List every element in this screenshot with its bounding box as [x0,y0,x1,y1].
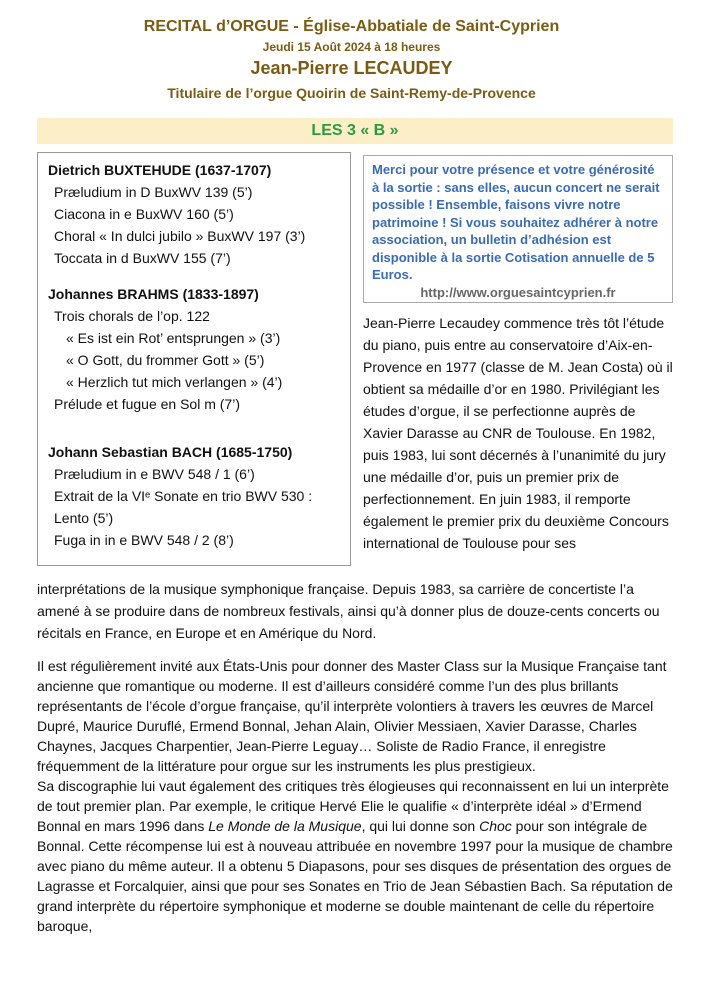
bio-text: ean-Pierre Lecaudey commence très tôt l’étude du piano, puis entre au conservatoire d’Aix-en-Provence en 1977 (classe de M. Jean Costa) où il obtient sa médaille d’or en 1980. Privilégiant les études d’orgue, il se perfectionne auprès de Xavier Darasse au CNR de Toulouse. En 1982, puis 1983, lui sont décernés à l’unanimité du jury une médaille d’or, puis un premier prix de perfectionnement. En juin 1983, il remporte également le premier prix du deuxième Concours international de Toulouse pour ses [363,315,673,551]
composer-buxtehude: Dietrich BUXTEHUDE (1637-1707) [48,162,272,178]
program-piece: Prélude et fugue en Sol m (7’) [54,396,240,412]
program-piece: Ciacona in e BuxWV 160 (5’) [54,206,234,222]
program-piece: Trois chorals de l’op. 122 [54,308,210,324]
program-subpiece: « Es ist ein Rot’ entsprungen » (3’) [66,330,281,346]
bio-text: Sa discographie lui vaut également des critiques très élogieuses qui reconnaissent en lui un interprète de tout premier plan. Par exemple, le critique Hervé Elie le qualifie « d’interprète idéal » d’Ermend Bonnal en mars 1996 dans [37,778,669,834]
program-piece: Toccata in d BuxWV 155 (7’) [54,250,231,266]
program-banner: LES 3 « B » [37,118,673,144]
program-piece: Præludium in e BWV 548 / 1 (6’) [54,466,255,482]
recital-title: RECITAL d’ORGUE - Église-Abbatiale de Saint-Cyprien [143,18,560,35]
bio-initial: J [363,315,370,331]
composer-brahms: Johannes BRAHMS (1833-1897) [48,286,259,302]
performer-name: Jean-Pierre LECAUDEY [250,58,453,78]
biography-paragraph-1 [363,312,673,554]
program-subpiece: « O Gott, du frommer Gott » (5’) [66,352,265,368]
award-name: Choc [479,818,512,834]
bio-text: interprétations de la musique symphonique française. Depuis 1983, sa carrière de concertiste l’a amené à se produire dans de nombreux festivals, ainsi qu’à donner plus de douze-cents concerts ou récitals en France, en Europe et en Amérique du Nord. [37,581,660,641]
program-piece: Præludium in D BuxWV 139 (5’) [54,184,253,200]
composer-bach: Johann Sebastian BACH (1685-1750) [48,444,293,460]
performer-role: Titulaire de l’orgue Quoirin de Saint-Remy-de-Provence [167,85,536,101]
program-subpiece: « Herzlich tut mich verlangen » (4’) [66,374,283,390]
bio-text: , qui lui donne son [361,818,480,834]
biography-paragraph-1-continued [37,578,673,644]
program-piece: Extrait de la VIᵉ Sonate en trio BWV 530 : Lento (5’) [54,488,313,526]
biography-paragraphs [37,656,673,936]
thanks-text: Merci pour votre présence et votre générosité à la sortie : sans elles, aucun concert ne serait possible ! Ensemble, faisons vivre notre patrimoine ! Si vous souhaitez adhérer à notre association, un bulletin d’adhésion est disponible à la sortie Cotisation annuelle de 5 Euros. [372,162,660,282]
magazine-title: Le Monde de la Musique [208,818,362,834]
program-box [37,152,351,566]
program-piece: Choral « In dulci jubilo » BuxWV 197 (3’) [54,228,306,244]
bio-text: Il est régulièrement invité aux États-Unis pour donner des Master Class sur la Musique Française tant ancienne que romantique ou moderne. Il est d’ailleurs considéré comme l’un des plus brillants représentants de l’école d’orgue française, qu’il interprète volontiers à travers les œuvres de Marcel Dupré, Maurice Duruflé, Ermend Bonnal, Jehan Alain, Olivier Messiaen, Xavier Darasse, Charles Chaynes, Jacques Charpentier, Jean-Pierre Leguay… Soliste de Radio France, il enregistre fréquemment de la littérature pour orgue sur les instruments les plus prestigieux. [37,658,667,774]
program-piece: Fuga in in e BWV 548 / 2 (8’) [54,532,234,548]
thanks-box [363,155,673,303]
concert-date: Jeudi 15 Août 2024 à 18 heures [262,40,441,54]
bio-text: pour son intégrale de Bonnal. Cette récompense lui est à nouveau attribuée en novembre 1997 pour la musique de chambre avec piano du même auteur. Il a obtenu 5 Diapasons, pour ses disques de présentation des orgues de Lagrasse et Forcalquier, ainsi que pour ses Sonates en Trio de Jean Sébastien Bach. Sa réputation de grand interprète du répertoire symphonique et moderne se double maintenant de celle du répertoire baroque, [37,818,673,934]
website-link[interactable]: http://www.orguesaintcyprien.fr [420,284,616,300]
